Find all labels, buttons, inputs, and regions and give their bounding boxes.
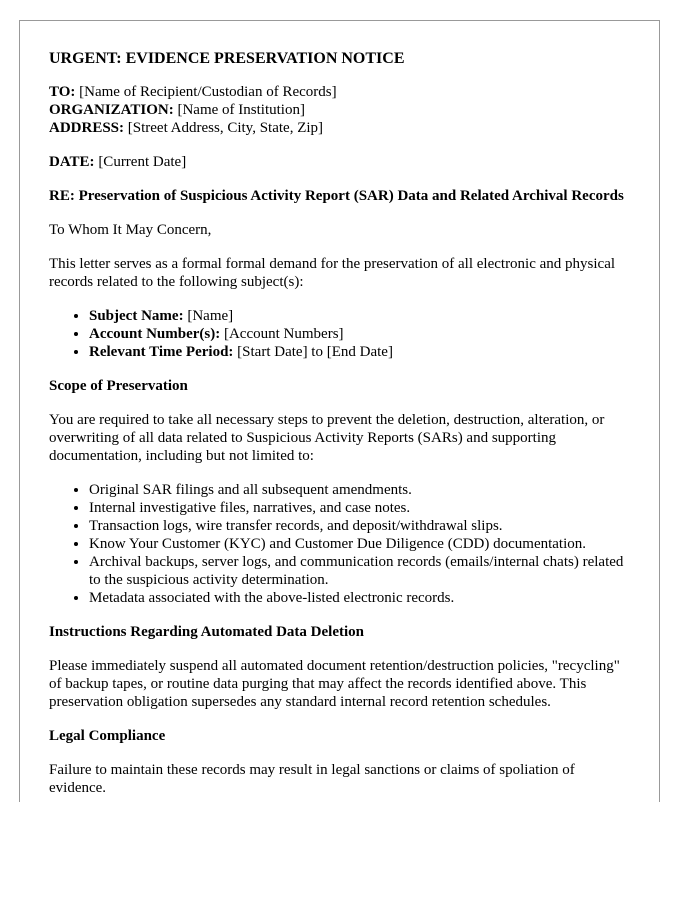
date-line: [49, 153, 634, 171]
legal-heading: Legal Compliance: [49, 728, 166, 744]
organization-line: [49, 101, 634, 119]
organization-label: ORGANIZATION:: [49, 102, 174, 118]
instructions-heading: Instructions Regarding Automated Data Deletion: [49, 624, 364, 640]
recipient-block: [49, 83, 634, 137]
to-value: [Name of Recipient/Custodian of Records]: [79, 84, 337, 100]
address-label: ADDRESS:: [49, 120, 125, 136]
scope-item: • Archival backups, server logs, and communication records (emails/internal chats) related to the suspicious activity determination.: [89, 553, 634, 589]
date-value: [Current Date]: [98, 154, 187, 170]
to-line: [49, 83, 634, 101]
scope-item: • Transaction logs, wire transfer records, and deposit/withdrawal slips.: [89, 517, 634, 535]
scope-heading: Scope of Preservation: [49, 378, 188, 394]
letter-content: [49, 49, 634, 797]
legal-paragraph: Failure to maintain these records may result in legal sanctions or claims of spoliation of evidence.: [49, 762, 575, 796]
intro-paragraph: This letter serves as a formal formal demand for the preservation of all electronic and physical records related to the following subject(s):: [49, 256, 616, 290]
instructions-paragraph: Please immediately suspend all automated document retention/destruction policies, "recycling" of backup tapes, or routine data purging that may affect the records identified above. This preservation obligation supersedes any standard internal record retention schedules.: [49, 658, 620, 710]
organization-value: [Name of Institution]: [177, 102, 305, 118]
re-line: RE: Preservation of Suspicious Activity Report (SAR) Data and Related Archival Records: [49, 188, 624, 204]
scope-paragraph: You are required to take all necessary steps to prevent the deletion, destruction, alteration, or overwriting of all data related to Suspicious Activity Reports (SARs) and supporting documentation, including but not limited to:: [49, 412, 605, 464]
scope-item: • Internal investigative files, narratives, and case notes.: [89, 499, 634, 517]
scope-item: • Original SAR filings and all subsequent amendments.: [89, 481, 634, 499]
subject-item: • Relevant Time Period: [Start Date] to [End Date]: [89, 343, 634, 361]
subject-list: [49, 307, 634, 361]
scope-item: • Metadata associated with the above-listed electronic records.: [89, 589, 634, 607]
salutation: To Whom It May Concern,: [49, 222, 212, 238]
date-label: DATE:: [49, 154, 95, 170]
address-value: [Street Address, City, State, Zip]: [127, 120, 324, 136]
scope-list: [49, 481, 634, 607]
letter-page: [19, 20, 660, 802]
subject-item: • Subject Name: [Name]: [89, 307, 634, 325]
to-label: TO:: [49, 84, 76, 100]
notice-title: URGENT: EVIDENCE PRESERVATION NOTICE: [49, 50, 405, 67]
scope-item: • Know Your Customer (KYC) and Customer Due Diligence (CDD) documentation.: [89, 535, 634, 553]
subject-item: • Account Number(s): [Account Numbers]: [89, 325, 634, 343]
address-line: [49, 119, 634, 137]
